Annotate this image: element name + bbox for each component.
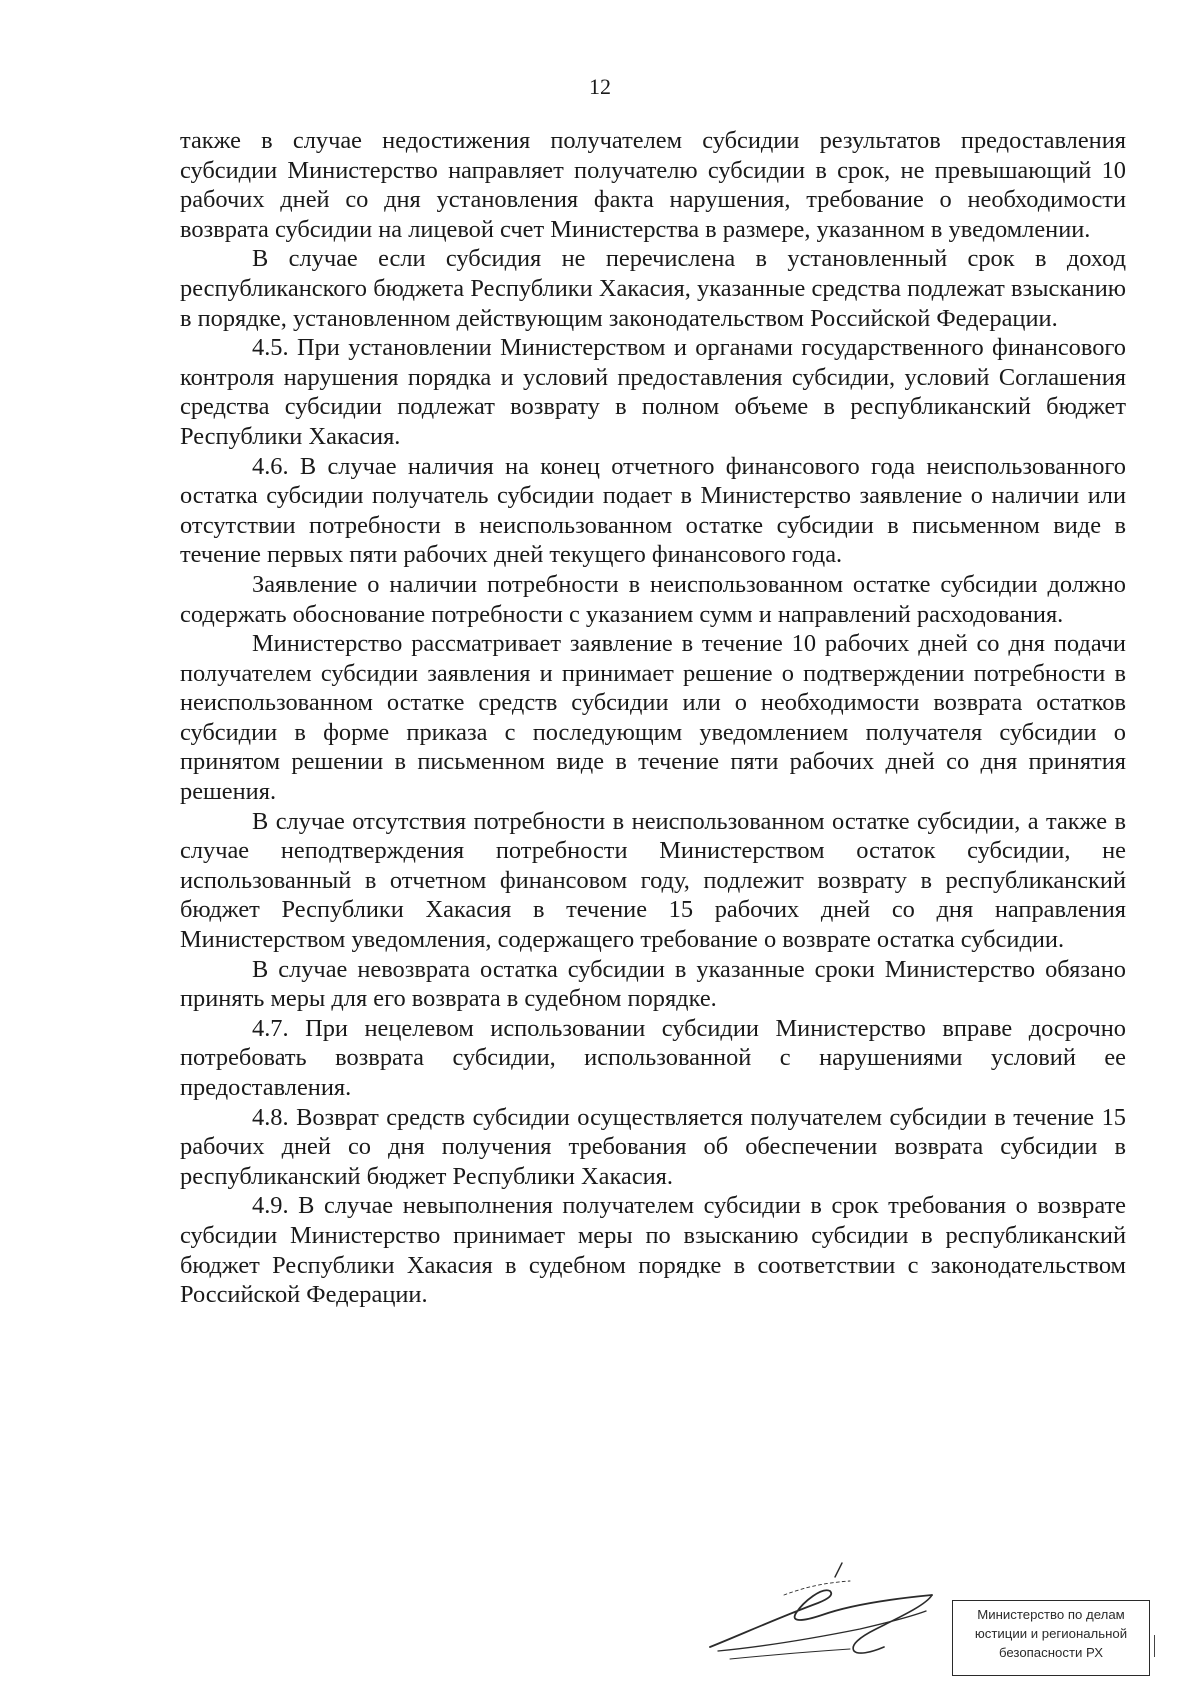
stamp-line-1: Министерство по делам bbox=[977, 1607, 1125, 1622]
paragraph-continuation: также в случае недостижения получателем субсидии результатов предоставления субсидии Министерство направляет получателю субсидии в срок, не превышающий 10 рабочих дней со дня установления факта нарушения, требование о необходимости возврата субсидии на лицевой счет Министерства в размере, указанном в уведомлении. bbox=[180, 127, 1126, 243]
paragraph-4-7: 4.7. При нецелевом использовании субсидии Министерство вправе досрочно потребовать возврата субсидии, использованной с нарушениями условий ее предоставления. bbox=[180, 1014, 1126, 1101]
stamp-edge-mark bbox=[1154, 1635, 1155, 1657]
stamp-line-3: безопасности РХ bbox=[998, 1645, 1104, 1660]
stamp-line-2: юстиции и региональной bbox=[974, 1626, 1128, 1641]
paragraph-4-8: 4.8. Возврат средств субсидии осуществляется получателем субсидии в течение 15 рабочих дней со дня получения требования об обеспечении возврата субсидии в республиканский бюджет Республики Хакасия. bbox=[180, 1103, 1126, 1190]
paragraph: Министерство рассматривает заявление в течение 10 рабочих дней со дня подачи получателем субсидии заявления и принимает решение о подтверждении потребности в неиспользованном остатке средств субсидии или о необходимости возврата остатков субсидии в форме приказа с последующим уведомлением получателя субсидии о принятом решении в письменном виде в течение пяти рабочих дней со дня принятия решения. bbox=[180, 630, 1126, 806]
paragraph: В случае отсутствия потребности в неиспользованном остатке субсидии, а также в случае неподтверждения потребности Министерством остаток субсидии, не использованный в отчетном финансовом году, подлежит возврату в республиканский бюджет Республики Хакасия в течение 15 рабочих дней со дня направления Министерством уведомления, содержащего требование о возврате остатка субсидии. bbox=[180, 807, 1126, 954]
handwritten-signature bbox=[700, 1555, 940, 1675]
page-number: 12 bbox=[589, 74, 611, 99]
paragraph-4-5: 4.5. При установлении Министерством и органами государственного финансового контроля нарушения порядка и условий предоставления субсидии, условий Соглашения средства субсидии подлежат возврату в полном объеме в республиканский бюджет Республики Хакасия. bbox=[180, 334, 1126, 450]
paragraph: В случае невозврата остатка субсидии в указанные сроки Министерство обязано принять меры для его возврата в судебном порядке. bbox=[180, 955, 1126, 1013]
document-body bbox=[180, 126, 1126, 1310]
paragraph-4-6: 4.6. В случае наличия на конец отчетного финансового года неиспользованного остатка субсидии получатель субсидии подает в Министерство заявление о наличии или отсутствии потребности в неиспользованном остатке субсидии в письменном виде в течение первых пяти рабочих дней текущего финансового года. bbox=[180, 452, 1126, 569]
paragraph-4-9: 4.9. В случае невыполнения получателем субсидии в срок требования о возврате субсидии Министерство принимает меры по взысканию субсидии в республиканский бюджет Республики Хакасия в судебном порядке в соответствии с законодательством Российской Федерации. bbox=[180, 1192, 1126, 1309]
registration-stamp bbox=[952, 1600, 1150, 1676]
paragraph: В случае если субсидия не перечислена в установленный срок в доход республиканского бюджета Республики Хакасия, указанные средства подлежат взысканию в порядке, установленном действующим законодательством Российской Федерации. bbox=[180, 245, 1126, 332]
paragraph: Заявление о наличии потребности в неиспользованном остатке субсидии должно содержать обоснование потребности с указанием сумм и направлений расходования. bbox=[180, 570, 1126, 628]
